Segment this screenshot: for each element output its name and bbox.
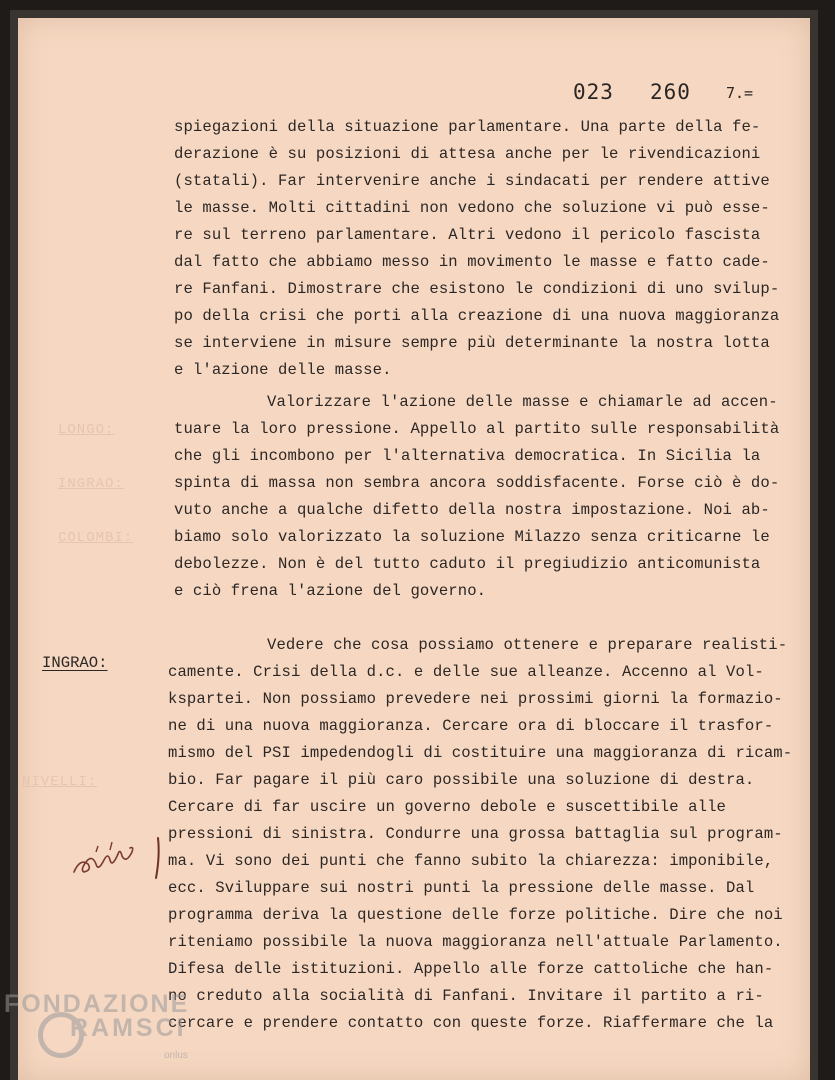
text-line: re Fanfani. Dimostrare che esistono le condizioni di uno svilup-: [174, 280, 780, 298]
watermark-onlus: onlus: [164, 1050, 188, 1061]
text-line: riteniamo possibile la nuova maggioranza nell'attuale Parlamento.: [168, 933, 783, 951]
text-line: biamo solo valorizzato la soluzione Milazzo senza criticarne le: [174, 528, 770, 546]
text-line: e l'azione delle masse.: [174, 361, 392, 379]
fondazione-gramsci-watermark: [4, 990, 204, 1070]
text-line: kspartei. Non possiamo prevedere nei prossimi giorni la formazio-: [168, 690, 783, 708]
text-line: (statali). Far intervenire anche i sindacati per rendere attive: [174, 172, 770, 190]
handwritten-note-icon: [70, 826, 180, 886]
faint-label-nivelli: NIVELLI:: [22, 774, 98, 790]
text-line: ne di una nuova maggioranza. Cercare ora di bloccare il trasfor-: [168, 717, 774, 735]
faint-label-colombi: COLOMBI:: [58, 530, 134, 546]
text-line: pressioni di sinistra. Condurre una grossa battaglia sul program-: [168, 825, 783, 843]
text-line: ecc. Sviluppare sui nostri punti la pressione delle masse. Dal: [168, 879, 755, 897]
text-line: le masse. Molti cittadini non vedono che soluzione vi può esse-: [174, 199, 770, 217]
text-line: che gli incombono per l'alternativa democratica. In Sicilia la: [174, 447, 761, 465]
text-line: no creduto alla socialità di Fanfani. Invitare il partito a ri-: [168, 987, 764, 1005]
text-line: Valorizzare l'azione delle masse e chiamarle ad accen-: [267, 393, 778, 411]
text-line: e ciò frena l'azione del governo.: [174, 582, 487, 600]
text-line: re sul terreno parlamentare. Altri vedono il pericolo fascista: [174, 226, 761, 244]
document-page: [18, 18, 810, 1080]
text-line: derazione è su posizioni di attesa anche per le rivendicazioni: [174, 145, 761, 163]
watermark-line1: FONDAZIONE: [4, 990, 190, 1018]
text-line: po della crisi che porti alla creazione di una nuova maggioranza: [174, 307, 780, 325]
text-line: camente. Crisi della d.c. e delle sue alleanze. Accenno al Vol-: [168, 663, 764, 681]
text-line: Cercare di far uscire un governo debole e suscettibile alle: [168, 798, 727, 816]
page-number-part1: 023: [573, 80, 614, 104]
text-line: dal fatto che abbiamo messo in movimento le masse e fatto cade-: [174, 253, 770, 271]
speaker-label-ingrao: INGRAO:: [42, 654, 108, 672]
faint-label-ingrao: INGRAO:: [58, 476, 124, 492]
text-line: bio. Far pagare il più caro possibile una soluzione di destra.: [168, 771, 755, 789]
page-number-part2: 260: [650, 80, 691, 104]
watermark-line2: RAMSCI: [70, 1014, 187, 1042]
text-line: ma. Vi sono dei punti che fanno subito la chiarezza: imponibile,: [168, 852, 774, 870]
text-line: spiegazioni della situazione parlamentare. Una parte della fe-: [174, 118, 761, 136]
text-line: mismo del PSI impedendogli di costituire una maggioranza di ricam-: [168, 744, 793, 762]
text-line: debolezze. Non è del tutto caduto il pregiudizio anticomunista: [174, 555, 761, 573]
text-line: tuare la loro pressione. Appello al partito sulle responsabilità: [174, 420, 780, 438]
text-line: vuto anche a qualche difetto della nostra impostazione. Noi ab-: [174, 501, 770, 519]
page-number-part3: 7.=: [726, 84, 754, 102]
text-line: cercare e prendere contatto con queste forze. Riaffermare che la: [168, 1014, 774, 1032]
text-line: programma deriva la questione delle forze politiche. Dire che noi: [168, 906, 783, 924]
text-line: Difesa delle istituzioni. Appello alle forze cattoliche che han-: [168, 960, 774, 978]
text-line: se interviene in misure sempre più determinante la nostra lotta: [174, 334, 770, 352]
text-line: Vedere che cosa possiamo ottenere e preparare realisti-: [267, 636, 788, 654]
text-line: spinta di massa non sembra ancora soddisfacente. Forse ciò è do-: [174, 474, 780, 492]
faint-label-longo: LONGO:: [58, 422, 115, 438]
